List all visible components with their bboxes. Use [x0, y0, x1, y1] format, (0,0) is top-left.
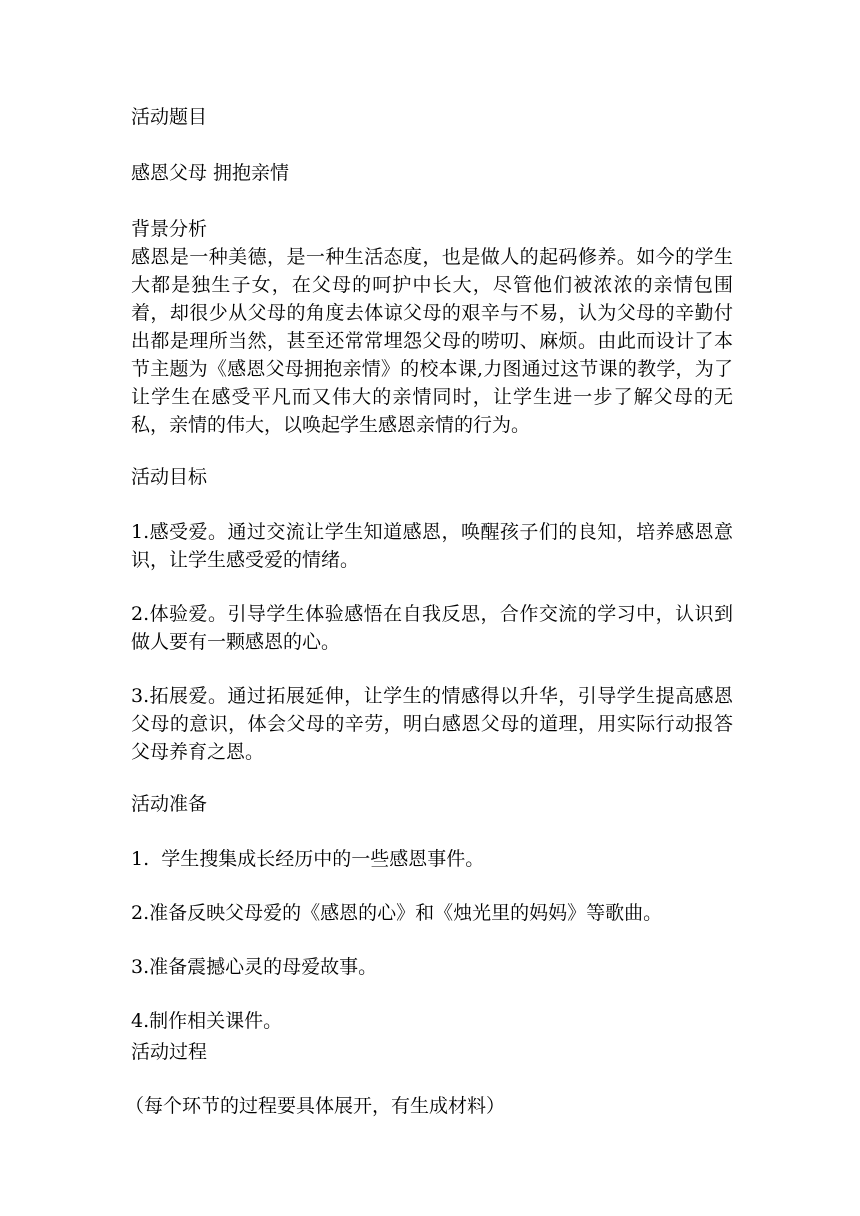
preparation-item-3: 3.准备震撼心灵的母爱故事。: [131, 956, 378, 978]
preparation-item-4: 4.制作相关课件。: [131, 1010, 283, 1032]
preparation-item-2: 2.准备反映父母爱的《感恩的心》和《烛光里的妈妈》等歌曲。: [131, 902, 663, 924]
goal-item-3: 3.拓展爱。通过拓展延伸，让学生的情感得以升华，引导学生提高感恩父母的意识，体会父母的辛劳，明白感恩父母的道理，用实际行动报答父母养育之恩。: [131, 685, 733, 763]
goals-heading: 活动目标: [131, 466, 208, 488]
preparation-heading: 活动准备: [131, 793, 208, 815]
goal-item-2: 2.体验爱。引导学生体验感悟在自我反思，合作交流的学习中，认识到做人要有一颗感恩的心。: [131, 603, 733, 653]
process-heading: 活动过程: [131, 1041, 208, 1063]
background-text: 感恩是一种美德，是一种生活态度，也是做人的起码修养。如今的学生大都是独生子女，在父母的呵护中长大，尽管他们被浓浓的亲情包围着，却很少从父母的角度去体谅父母的艰辛与不易，认为父母的辛勤付出都是理所当然，甚至还常常埋怨父母的唠叨、麻烦。由此而设计了本节主题为《感恩父母拥抱亲情》的校本课,力图通过这节课的教学，为了让学生在感受平凡而又伟大的亲情同时，让学生进一步了解父母的无私，亲情的伟大，以唤起学生感恩亲情的行为。: [131, 246, 733, 436]
activity-title: 感恩父母 拥抱亲情: [131, 162, 290, 184]
background-heading: 背景分析: [131, 218, 208, 240]
process-note: （每个环节的过程要具体展开，有生成材料）: [125, 1095, 506, 1117]
preparation-item-1: 1. 学生搜集成长经历中的一些感恩事件。: [131, 848, 485, 870]
activity-title-heading: 活动题目: [131, 106, 208, 128]
document-body: [125, 103, 733, 1120]
goal-item-1: 1.感受爱。通过交流让学生知道感恩，唤醒孩子们的良知，培养感恩意识，让学生感受爱的情绪。: [131, 521, 733, 571]
